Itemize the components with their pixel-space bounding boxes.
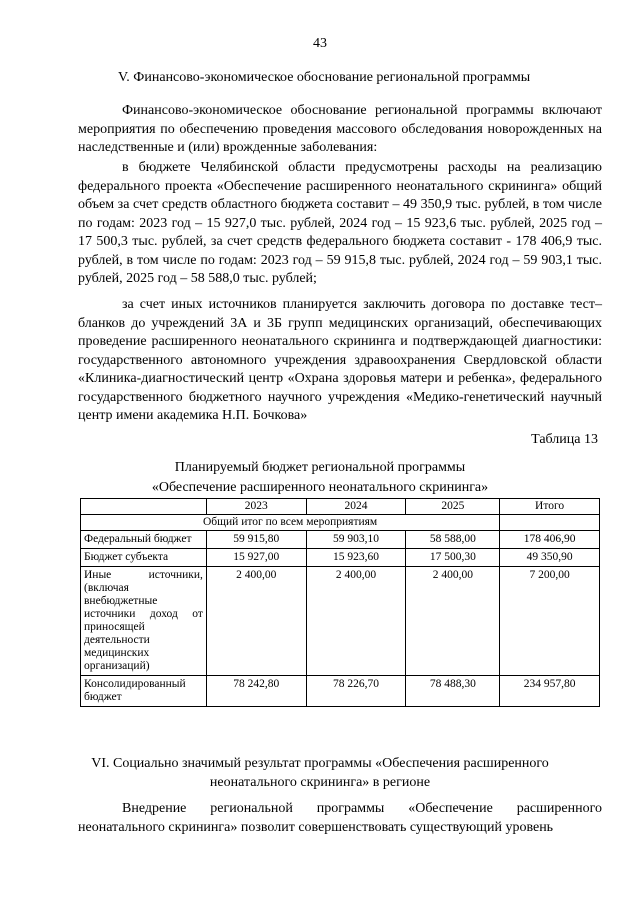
section-5-paragraph-1: Финансово-экономическое обоснование региональной программы включают мероприятия по обеспечению проведения массового обследования новорожденных на наследственные и (или) врожденные заболевания: bbox=[78, 103, 602, 155]
column-header: 2024 bbox=[306, 499, 406, 515]
table-cell: 15 923,60 bbox=[306, 549, 406, 567]
table-cell: 7 200,00 bbox=[500, 567, 600, 676]
row-label: Федеральный бюджет bbox=[81, 531, 207, 549]
section-6-heading-line-2: неонатального скрининга» в регионе bbox=[209, 775, 431, 790]
table-label: Таблица 13 bbox=[531, 432, 598, 447]
table-cell: 2 400,00 bbox=[206, 567, 306, 676]
table-cell: 78 488,30 bbox=[406, 676, 500, 707]
table-row bbox=[81, 567, 600, 676]
row-label: Иные источники, (включая внебюджетные источники доход от приносящей деятельности медицинских организаций) bbox=[81, 567, 207, 676]
section-6-heading bbox=[0, 754, 640, 792]
column-header: 2025 bbox=[406, 499, 500, 515]
table-cell: 58 588,00 bbox=[406, 531, 500, 549]
table-cell: 2 400,00 bbox=[306, 567, 406, 676]
table-cell: 178 406,90 bbox=[500, 531, 600, 549]
table-title-line-1: Планируемый бюджет региональной программы bbox=[174, 460, 466, 475]
section-6-paragraph-1: Внедрение региональной программы «Обеспечение расширенного неонатального скрининга» позволит совершенствовать существующий уровень bbox=[78, 801, 602, 835]
table-header-row bbox=[81, 499, 600, 515]
column-header bbox=[81, 499, 207, 515]
page-number: 43 bbox=[313, 36, 327, 51]
section-5-paragraph-2: в бюджете Челябинской области предусмотрены расходы на реализацию федерального проекта «Обеспечение расширенного неонатального скрининга» общий объем за счет средств областного бюджета составит – 49 350,9 тыс. рублей, в том числе по годам: 2023 год – 15 927,0 тыс. рублей, 2024 год – 15 923,6 тыс. рублей, 2025 год – 17 500,3 тыс. рублей, за счет средств федерального бюджета составит - 178 406,9 тыс. рублей, в том числе по годам: 2023 год – 59 915,8 тыс. рублей, 2024 год – 59 903,1 тыс. рублей, 2025 год – 58 588,0 тыс. рублей; bbox=[78, 160, 602, 286]
table-cell: 49 350,90 bbox=[500, 549, 600, 567]
table-cell: 59 903,10 bbox=[306, 531, 406, 549]
table-span-row bbox=[81, 515, 600, 531]
row-label: Бюджет субъекта bbox=[81, 549, 207, 567]
section-5-paragraph-3: за счет иных источников планируется заключить договора по доставке тест–бланков до учреждений 3А и 3Б групп медицинских организаций, обеспечивающих проведение расширенного неонатального скрининга и подтверждающей диагностики: государственного автономного учреждения здравоохранения Свердловской области «Клиника-диагностический центр «Охрана здоровья матери и ребенка», федерального государственного бюджетного научного учреждения «Медико-генетический научный центр имени академика Н.П. Бочкова» bbox=[78, 297, 602, 423]
table-cell: 17 500,30 bbox=[406, 549, 500, 567]
table-cell: 78 242,80 bbox=[206, 676, 306, 707]
table-cell: 59 915,80 bbox=[206, 531, 306, 549]
table-cell bbox=[500, 515, 600, 531]
table-row bbox=[81, 676, 600, 707]
table-title bbox=[0, 458, 640, 498]
table-title-line-2: «Обеспечение расширенного неонатального скрининга» bbox=[151, 480, 489, 495]
span-row-cell: Общий итог по всем мероприятиям bbox=[81, 515, 500, 531]
column-header: Итого bbox=[500, 499, 600, 515]
section-6-heading-line-1: VI. Социально значимый результат программы «Обеспечения расширенного bbox=[91, 756, 549, 771]
table-cell: 2 400,00 bbox=[406, 567, 500, 676]
row-label: Консолидированный бюджет bbox=[81, 676, 207, 707]
table-row bbox=[81, 531, 600, 549]
section-5-heading: V. Финансово-экономическое обоснование региональной программы bbox=[118, 70, 531, 85]
table-cell: 78 226,70 bbox=[306, 676, 406, 707]
column-header: 2023 bbox=[206, 499, 306, 515]
table-row bbox=[81, 549, 600, 567]
table-cell: 15 927,00 bbox=[206, 549, 306, 567]
table-cell: 234 957,80 bbox=[500, 676, 600, 707]
budget-table bbox=[80, 498, 600, 707]
